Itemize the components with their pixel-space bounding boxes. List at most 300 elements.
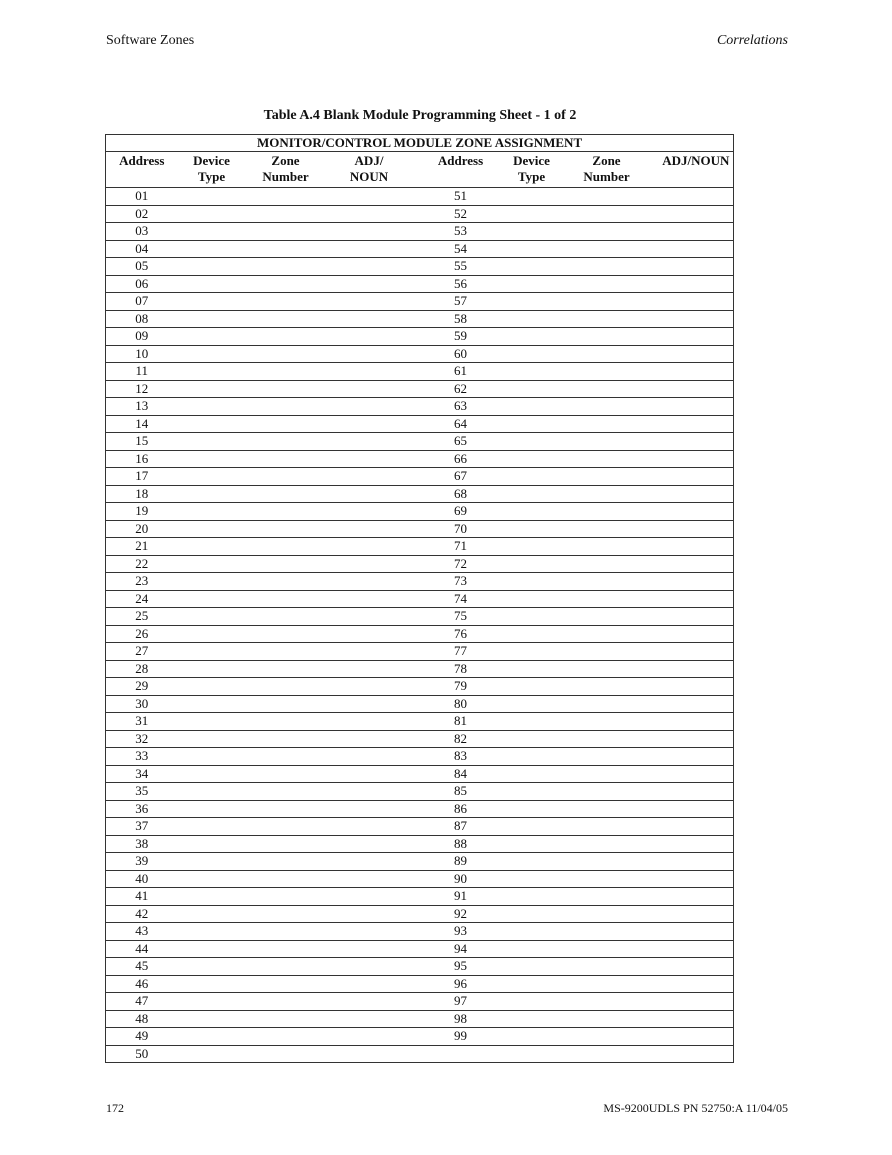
adj-noun-cell-2[interactable] [659,853,734,871]
zone-number-cell-2[interactable] [555,415,659,433]
device-type-cell-2[interactable] [509,240,555,258]
device-type-cell[interactable] [178,415,246,433]
zone-number-cell[interactable] [246,853,326,871]
zone-number-cell[interactable] [246,555,326,573]
zone-number-cell[interactable] [246,520,326,538]
zone-number-cell-2[interactable] [555,765,659,783]
zone-number-cell[interactable] [246,415,326,433]
device-type-cell[interactable] [178,958,246,976]
adj-noun-cell[interactable] [326,310,413,328]
adj-noun-cell[interactable] [326,643,413,661]
adj-noun-cell-2[interactable] [659,485,734,503]
device-type-cell-2[interactable] [509,870,555,888]
zone-number-cell[interactable] [246,678,326,696]
adj-noun-cell-2[interactable] [659,748,734,766]
zone-number-cell-2[interactable] [555,380,659,398]
zone-number-cell-2[interactable] [555,1045,659,1063]
zone-number-cell-2[interactable] [555,905,659,923]
device-type-cell[interactable] [178,888,246,906]
zone-number-cell[interactable] [246,765,326,783]
device-type-cell[interactable] [178,748,246,766]
device-type-cell-2[interactable] [509,520,555,538]
zone-number-cell-2[interactable] [555,205,659,223]
adj-noun-cell-2[interactable] [659,608,734,626]
adj-noun-cell-2[interactable] [659,415,734,433]
device-type-cell[interactable] [178,975,246,993]
adj-noun-cell-2[interactable] [659,940,734,958]
adj-noun-cell[interactable] [326,380,413,398]
adj-noun-cell-2[interactable] [659,363,734,381]
zone-number-cell[interactable] [246,800,326,818]
adj-noun-cell[interactable] [326,275,413,293]
device-type-cell-2[interactable] [509,538,555,556]
device-type-cell-2[interactable] [509,1045,555,1063]
zone-number-cell[interactable] [246,433,326,451]
adj-noun-cell[interactable] [326,258,413,276]
adj-noun-cell-2[interactable] [659,555,734,573]
adj-noun-cell[interactable] [326,923,413,941]
zone-number-cell[interactable] [246,835,326,853]
adj-noun-cell[interactable] [326,800,413,818]
zone-number-cell-2[interactable] [555,503,659,521]
zone-number-cell-2[interactable] [555,835,659,853]
zone-number-cell[interactable] [246,275,326,293]
zone-number-cell[interactable] [246,1028,326,1046]
device-type-cell-2[interactable] [509,1028,555,1046]
adj-noun-cell-2[interactable] [659,660,734,678]
device-type-cell[interactable] [178,678,246,696]
zone-number-cell[interactable] [246,380,326,398]
device-type-cell-2[interactable] [509,258,555,276]
adj-noun-cell[interactable] [326,835,413,853]
zone-number-cell-2[interactable] [555,258,659,276]
adj-noun-cell[interactable] [326,870,413,888]
zone-number-cell[interactable] [246,905,326,923]
adj-noun-cell[interactable] [326,818,413,836]
adj-noun-cell-2[interactable] [659,468,734,486]
adj-noun-cell-2[interactable] [659,188,734,206]
zone-number-cell-2[interactable] [555,993,659,1011]
adj-noun-cell[interactable] [326,905,413,923]
adj-noun-cell-2[interactable] [659,345,734,363]
device-type-cell[interactable] [178,695,246,713]
device-type-cell[interactable] [178,188,246,206]
adj-noun-cell-2[interactable] [659,923,734,941]
adj-noun-cell-2[interactable] [659,678,734,696]
device-type-cell-2[interactable] [509,345,555,363]
adj-noun-cell[interactable] [326,538,413,556]
zone-number-cell-2[interactable] [555,590,659,608]
adj-noun-cell[interactable] [326,958,413,976]
device-type-cell[interactable] [178,205,246,223]
adj-noun-cell-2[interactable] [659,573,734,591]
zone-number-cell-2[interactable] [555,450,659,468]
zone-number-cell[interactable] [246,485,326,503]
adj-noun-cell[interactable] [326,293,413,311]
zone-number-cell-2[interactable] [555,398,659,416]
device-type-cell-2[interactable] [509,993,555,1011]
device-type-cell[interactable] [178,1010,246,1028]
adj-noun-cell-2[interactable] [659,503,734,521]
adj-noun-cell-2[interactable] [659,958,734,976]
zone-number-cell-2[interactable] [555,713,659,731]
adj-noun-cell-2[interactable] [659,783,734,801]
adj-noun-cell[interactable] [326,625,413,643]
device-type-cell[interactable] [178,468,246,486]
device-type-cell-2[interactable] [509,800,555,818]
adj-noun-cell[interactable] [326,888,413,906]
zone-number-cell-2[interactable] [555,625,659,643]
device-type-cell[interactable] [178,905,246,923]
zone-number-cell[interactable] [246,1010,326,1028]
adj-noun-cell-2[interactable] [659,1010,734,1028]
device-type-cell[interactable] [178,310,246,328]
adj-noun-cell[interactable] [326,730,413,748]
zone-number-cell-2[interactable] [555,555,659,573]
adj-noun-cell-2[interactable] [659,293,734,311]
zone-number-cell-2[interactable] [555,660,659,678]
adj-noun-cell[interactable] [326,608,413,626]
device-type-cell-2[interactable] [509,503,555,521]
zone-number-cell[interactable] [246,398,326,416]
device-type-cell[interactable] [178,555,246,573]
device-type-cell-2[interactable] [509,730,555,748]
adj-noun-cell-2[interactable] [659,1028,734,1046]
adj-noun-cell[interactable] [326,240,413,258]
device-type-cell-2[interactable] [509,293,555,311]
device-type-cell[interactable] [178,993,246,1011]
adj-noun-cell-2[interactable] [659,625,734,643]
adj-noun-cell-2[interactable] [659,520,734,538]
zone-number-cell[interactable] [246,223,326,241]
device-type-cell[interactable] [178,643,246,661]
zone-number-cell-2[interactable] [555,853,659,871]
device-type-cell[interactable] [178,590,246,608]
adj-noun-cell-2[interactable] [659,835,734,853]
device-type-cell-2[interactable] [509,958,555,976]
zone-number-cell-2[interactable] [555,468,659,486]
device-type-cell[interactable] [178,240,246,258]
adj-noun-cell[interactable] [326,520,413,538]
device-type-cell[interactable] [178,713,246,731]
device-type-cell-2[interactable] [509,608,555,626]
adj-noun-cell-2[interactable] [659,730,734,748]
zone-number-cell[interactable] [246,975,326,993]
zone-number-cell-2[interactable] [555,520,659,538]
adj-noun-cell-2[interactable] [659,713,734,731]
device-type-cell-2[interactable] [509,748,555,766]
zone-number-cell[interactable] [246,625,326,643]
device-type-cell-2[interactable] [509,765,555,783]
adj-noun-cell[interactable] [326,975,413,993]
device-type-cell[interactable] [178,223,246,241]
zone-number-cell[interactable] [246,258,326,276]
adj-noun-cell[interactable] [326,345,413,363]
zone-number-cell-2[interactable] [555,310,659,328]
zone-number-cell[interactable] [246,695,326,713]
device-type-cell-2[interactable] [509,713,555,731]
device-type-cell-2[interactable] [509,415,555,433]
zone-number-cell[interactable] [246,643,326,661]
zone-number-cell-2[interactable] [555,975,659,993]
device-type-cell[interactable] [178,293,246,311]
adj-noun-cell-2[interactable] [659,695,734,713]
zone-number-cell[interactable] [246,993,326,1011]
adj-noun-cell-2[interactable] [659,818,734,836]
adj-noun-cell-2[interactable] [659,888,734,906]
adj-noun-cell[interactable] [326,713,413,731]
zone-number-cell-2[interactable] [555,800,659,818]
device-type-cell[interactable] [178,870,246,888]
device-type-cell-2[interactable] [509,433,555,451]
zone-number-cell[interactable] [246,363,326,381]
adj-noun-cell[interactable] [326,695,413,713]
adj-noun-cell-2[interactable] [659,258,734,276]
adj-noun-cell[interactable] [326,223,413,241]
adj-noun-cell-2[interactable] [659,450,734,468]
zone-number-cell-2[interactable] [555,678,659,696]
device-type-cell-2[interactable] [509,625,555,643]
adj-noun-cell[interactable] [326,590,413,608]
adj-noun-cell[interactable] [326,573,413,591]
device-type-cell-2[interactable] [509,328,555,346]
device-type-cell[interactable] [178,940,246,958]
adj-noun-cell-2[interactable] [659,590,734,608]
device-type-cell-2[interactable] [509,818,555,836]
adj-noun-cell[interactable] [326,1028,413,1046]
adj-noun-cell[interactable] [326,678,413,696]
device-type-cell[interactable] [178,573,246,591]
zone-number-cell-2[interactable] [555,940,659,958]
zone-number-cell[interactable] [246,730,326,748]
zone-number-cell-2[interactable] [555,1010,659,1028]
zone-number-cell-2[interactable] [555,573,659,591]
device-type-cell[interactable] [178,398,246,416]
device-type-cell-2[interactable] [509,660,555,678]
device-type-cell[interactable] [178,485,246,503]
device-type-cell[interactable] [178,660,246,678]
adj-noun-cell-2[interactable] [659,328,734,346]
zone-number-cell[interactable] [246,538,326,556]
device-type-cell-2[interactable] [509,380,555,398]
device-type-cell[interactable] [178,258,246,276]
adj-noun-cell[interactable] [326,468,413,486]
zone-number-cell[interactable] [246,818,326,836]
device-type-cell-2[interactable] [509,783,555,801]
device-type-cell-2[interactable] [509,940,555,958]
device-type-cell[interactable] [178,1028,246,1046]
zone-number-cell-2[interactable] [555,748,659,766]
adj-noun-cell[interactable] [326,765,413,783]
zone-number-cell[interactable] [246,293,326,311]
adj-noun-cell[interactable] [326,660,413,678]
zone-number-cell-2[interactable] [555,240,659,258]
zone-number-cell-2[interactable] [555,275,659,293]
adj-noun-cell[interactable] [326,1045,413,1063]
adj-noun-cell[interactable] [326,188,413,206]
device-type-cell-2[interactable] [509,678,555,696]
device-type-cell-2[interactable] [509,450,555,468]
device-type-cell[interactable] [178,818,246,836]
adj-noun-cell-2[interactable] [659,765,734,783]
device-type-cell[interactable] [178,730,246,748]
zone-number-cell-2[interactable] [555,345,659,363]
device-type-cell-2[interactable] [509,275,555,293]
zone-number-cell[interactable] [246,1045,326,1063]
device-type-cell-2[interactable] [509,363,555,381]
adj-noun-cell-2[interactable] [659,905,734,923]
device-type-cell-2[interactable] [509,853,555,871]
zone-number-cell-2[interactable] [555,485,659,503]
zone-number-cell-2[interactable] [555,643,659,661]
zone-number-cell[interactable] [246,345,326,363]
device-type-cell[interactable] [178,450,246,468]
device-type-cell[interactable] [178,433,246,451]
device-type-cell-2[interactable] [509,695,555,713]
adj-noun-cell-2[interactable] [659,275,734,293]
adj-noun-cell[interactable] [326,205,413,223]
adj-noun-cell[interactable] [326,993,413,1011]
device-type-cell[interactable] [178,923,246,941]
adj-noun-cell-2[interactable] [659,240,734,258]
device-type-cell-2[interactable] [509,205,555,223]
device-type-cell-2[interactable] [509,310,555,328]
zone-number-cell-2[interactable] [555,433,659,451]
adj-noun-cell[interactable] [326,748,413,766]
zone-number-cell-2[interactable] [555,730,659,748]
zone-number-cell-2[interactable] [555,870,659,888]
zone-number-cell[interactable] [246,188,326,206]
device-type-cell-2[interactable] [509,835,555,853]
adj-noun-cell-2[interactable] [659,380,734,398]
device-type-cell-2[interactable] [509,555,555,573]
zone-number-cell[interactable] [246,468,326,486]
adj-noun-cell[interactable] [326,783,413,801]
zone-number-cell[interactable] [246,660,326,678]
zone-number-cell[interactable] [246,310,326,328]
zone-number-cell[interactable] [246,450,326,468]
device-type-cell-2[interactable] [509,975,555,993]
zone-number-cell[interactable] [246,940,326,958]
adj-noun-cell-2[interactable] [659,205,734,223]
zone-number-cell[interactable] [246,713,326,731]
adj-noun-cell[interactable] [326,555,413,573]
adj-noun-cell-2[interactable] [659,870,734,888]
adj-noun-cell[interactable] [326,328,413,346]
device-type-cell-2[interactable] [509,398,555,416]
adj-noun-cell-2[interactable] [659,643,734,661]
zone-number-cell[interactable] [246,503,326,521]
device-type-cell-2[interactable] [509,1010,555,1028]
device-type-cell-2[interactable] [509,468,555,486]
zone-number-cell-2[interactable] [555,923,659,941]
device-type-cell[interactable] [178,538,246,556]
adj-noun-cell[interactable] [326,398,413,416]
device-type-cell-2[interactable] [509,888,555,906]
adj-noun-cell[interactable] [326,415,413,433]
zone-number-cell[interactable] [246,240,326,258]
zone-number-cell[interactable] [246,608,326,626]
zone-number-cell[interactable] [246,748,326,766]
device-type-cell-2[interactable] [509,223,555,241]
device-type-cell[interactable] [178,328,246,346]
device-type-cell-2[interactable] [509,590,555,608]
adj-noun-cell-2[interactable] [659,433,734,451]
device-type-cell-2[interactable] [509,485,555,503]
zone-number-cell-2[interactable] [555,783,659,801]
device-type-cell[interactable] [178,275,246,293]
device-type-cell-2[interactable] [509,905,555,923]
adj-noun-cell[interactable] [326,1010,413,1028]
device-type-cell[interactable] [178,503,246,521]
zone-number-cell[interactable] [246,328,326,346]
device-type-cell[interactable] [178,800,246,818]
zone-number-cell-2[interactable] [555,188,659,206]
adj-noun-cell-2[interactable] [659,975,734,993]
device-type-cell[interactable] [178,783,246,801]
zone-number-cell[interactable] [246,958,326,976]
device-type-cell[interactable] [178,345,246,363]
adj-noun-cell[interactable] [326,940,413,958]
device-type-cell-2[interactable] [509,923,555,941]
zone-number-cell[interactable] [246,870,326,888]
adj-noun-cell-2[interactable] [659,538,734,556]
zone-number-cell-2[interactable] [555,1028,659,1046]
zone-number-cell-2[interactable] [555,538,659,556]
zone-number-cell-2[interactable] [555,363,659,381]
device-type-cell[interactable] [178,380,246,398]
device-type-cell[interactable] [178,853,246,871]
adj-noun-cell-2[interactable] [659,398,734,416]
adj-noun-cell[interactable] [326,853,413,871]
adj-noun-cell-2[interactable] [659,1045,734,1063]
device-type-cell[interactable] [178,625,246,643]
adj-noun-cell[interactable] [326,503,413,521]
adj-noun-cell-2[interactable] [659,223,734,241]
zone-number-cell[interactable] [246,590,326,608]
device-type-cell[interactable] [178,608,246,626]
zone-number-cell-2[interactable] [555,958,659,976]
device-type-cell-2[interactable] [509,573,555,591]
zone-number-cell[interactable] [246,783,326,801]
device-type-cell-2[interactable] [509,643,555,661]
zone-number-cell[interactable] [246,573,326,591]
zone-number-cell-2[interactable] [555,608,659,626]
device-type-cell[interactable] [178,835,246,853]
device-type-cell[interactable] [178,1045,246,1063]
zone-number-cell-2[interactable] [555,888,659,906]
adj-noun-cell[interactable] [326,433,413,451]
zone-number-cell-2[interactable] [555,695,659,713]
device-type-cell-2[interactable] [509,188,555,206]
zone-number-cell-2[interactable] [555,223,659,241]
zone-number-cell-2[interactable] [555,818,659,836]
adj-noun-cell-2[interactable] [659,800,734,818]
adj-noun-cell[interactable] [326,450,413,468]
zone-number-cell[interactable] [246,205,326,223]
device-type-cell[interactable] [178,765,246,783]
adj-noun-cell[interactable] [326,485,413,503]
zone-number-cell[interactable] [246,888,326,906]
adj-noun-cell-2[interactable] [659,993,734,1011]
adj-noun-cell-2[interactable] [659,310,734,328]
zone-number-cell[interactable] [246,923,326,941]
adj-noun-cell[interactable] [326,363,413,381]
device-type-cell[interactable] [178,520,246,538]
device-type-cell[interactable] [178,363,246,381]
zone-number-cell-2[interactable] [555,328,659,346]
zone-number-cell-2[interactable] [555,293,659,311]
